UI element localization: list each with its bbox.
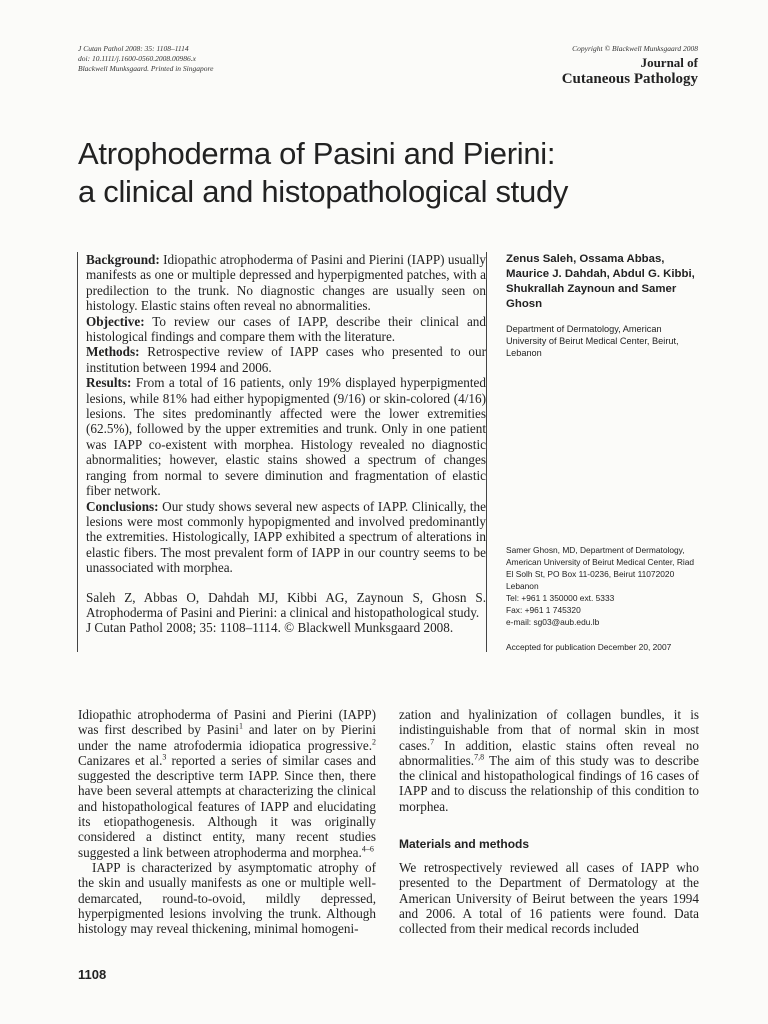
correspondence-line: Samer Ghosn, MD, Department of Dermatology, bbox=[506, 545, 685, 555]
conclusions-label: Conclusions: bbox=[86, 498, 159, 514]
correspondence-email: e-mail: sg03@aub.edu.lb bbox=[506, 617, 600, 627]
journal-name-line2: Cutaneous Pathology bbox=[561, 71, 698, 87]
abstract-citation bbox=[86, 590, 486, 636]
correspondence-line: El Solh St, PO Box 11-0236, Beirut 11072020 bbox=[506, 569, 675, 579]
text-run: reported a series of similar cases and suggested the descriptive term IAPP. Since then, there have been several attempts at characterizing the clinical and histopathological features of IAPP and elucidating its etiopathogenesis. Although it was originally considered a distinct entity, many recent studies suggested a link between atrophoderma and morphea. bbox=[78, 752, 376, 860]
abstract-objective bbox=[86, 314, 486, 345]
background-text: Idiopathic atrophoderma of Pasini and Pierini (IAPP) usually manifests as one or multiple depressed and hyperpigmented patches, with a predilection to the trunk. No diagnostic changes are usually seen on histology. Elastic stains often reveal no abnormalities. bbox=[86, 252, 486, 314]
publisher-line: Blackwell Munksgaard. Printed in Singapore bbox=[78, 64, 214, 73]
accepted-date: Accepted for publication December 20, 2007 bbox=[506, 642, 672, 652]
citation-line: J Cutan Pathol 2008: 35: 1108–1114 bbox=[78, 44, 189, 53]
abstract-conclusions bbox=[86, 499, 486, 576]
text-run: Canizares et al. bbox=[78, 752, 163, 768]
body-paragraph bbox=[78, 707, 376, 860]
body-paragraph: We retrospectively reviewed all cases of IAPP who presented to the Department of Dermatology at the American University of Beirut between the years 1994 and 2006. A total of 16 patients were found. Data collected from their medical records included bbox=[399, 860, 699, 937]
reference-marker: 2 bbox=[372, 737, 376, 747]
doi-line: doi: 10.1111/j.1600-0560.2008.00986.x bbox=[78, 54, 196, 63]
body-column-right bbox=[399, 707, 699, 937]
text-run: zation and hyalinization of collagen bundles, it is indistinguishable from that of normal skin in most cases. bbox=[399, 707, 699, 753]
body-column-left bbox=[78, 707, 376, 936]
citation-journal: J Cutan Pathol 2008; 35: 1108–1114. © Blackwell Munksgaard 2008. bbox=[86, 620, 454, 636]
journal-masthead bbox=[458, 44, 698, 87]
objective-label: Objective: bbox=[86, 313, 145, 329]
journal-name-line1: Journal of bbox=[640, 55, 698, 70]
title-line1: Atrophoderma of Pasini and Pierini: bbox=[78, 136, 556, 171]
author-affiliation: Department of Dermatology, American University of Beirut Medical Center, Beirut, Lebanon bbox=[506, 324, 679, 358]
author-list: Zenus Saleh, Ossama Abbas, Maurice J. Dahdah, Abdul G. Kibbi, Shukrallah Zaynoun and Samer Ghosn bbox=[506, 253, 695, 310]
results-label: Results: bbox=[86, 375, 132, 391]
page-number: 1108 bbox=[78, 967, 107, 982]
correspondence-line: American University of Beirut Medical Center, Riad bbox=[506, 557, 695, 567]
text-run: The aim of this study was to describe the clinical and histopathological findings of 16 cases of IAPP and to discuss the relationship of this condition to morphea. bbox=[399, 752, 699, 814]
reference-marker: 4–6 bbox=[361, 844, 374, 854]
background-label: Background: bbox=[86, 252, 160, 267]
abstract-box bbox=[77, 252, 487, 652]
text-run: Idiopathic atrophoderma of Pasini and Pierini (IAPP) was first described by Pasini bbox=[78, 707, 376, 738]
reference-marker: 3 bbox=[162, 752, 167, 762]
article-metadata bbox=[78, 44, 338, 74]
section-heading: Materials and methods bbox=[399, 837, 530, 852]
objective-text: To review our cases of IAPP, describe their clinical and histological findings and compare them with the literature. bbox=[86, 313, 486, 345]
body-paragraph bbox=[399, 707, 699, 814]
citation-text: Saleh Z, Abbas O, Dahdah MJ, Kibbi AG, Zaynoun S, Ghosn S. Atrophoderma of Pasini and Pierini: a clinical and histopathological study. bbox=[86, 589, 486, 620]
reference-marker: 7,8 bbox=[474, 752, 485, 762]
results-text: From a total of 16 patients, only 19% displayed hyperpigmented lesions, while 81% had either hypopigmented (9/16) or skin-colored (4/16) lesions. The sites predominantly affected were the lower extremities (62.5%), followed by the upper extremities and trunk. Only in one patient was IAPP co-existent with morphea. Histology revealed no diagnostic abnormalities; however, elastic stains showed a spectrum of changes ranging from normal to severe diminution and fragmentation of elastic fiber network. bbox=[86, 375, 486, 499]
reference-marker: 7 bbox=[430, 737, 435, 747]
body-paragraph: IAPP is characterized by asymptomatic atrophy of the skin and usually manifests as one or multiple well-demarcated, round-to-ovoid, mildly depressed, hyperpigmented lesions involving the trunk. Although histology may reveal thickening, minimal homogeni- bbox=[78, 859, 376, 937]
abstract-methods bbox=[86, 344, 486, 375]
title-line2: a clinical and histopathological study bbox=[78, 174, 569, 209]
methods-text: Retrospective review of IAPP cases who presented to our institution between 1994 and 2006. bbox=[86, 344, 486, 375]
text-run: and later on by Pierini under the name atrofodermia idiopatica progressive. bbox=[78, 722, 376, 753]
conclusions-text: Our study shows several new aspects of IAPP. Clinically, the lesions were most commonly hypopigmented and involved predominantly the extremities. Histologically, IAPP exhibited a spectrum of alterations in elastic fibers. The most prevalent form of IAPP in our country seems to be unassociated with morphea. bbox=[86, 498, 486, 576]
copyright-line: Copyright © Blackwell Munksgaard 2008 bbox=[572, 44, 698, 53]
correspondence-block bbox=[506, 544, 706, 628]
article-title bbox=[78, 135, 698, 211]
abstract-background bbox=[86, 252, 486, 314]
text-run: In addition, elastic stains often reveal no abnormalities. bbox=[399, 737, 699, 768]
abstract-results bbox=[86, 375, 486, 498]
correspondence-fax: Fax: +961 1 745320 bbox=[506, 605, 581, 615]
reference-marker: 1 bbox=[238, 721, 243, 731]
correspondence-line: Lebanon bbox=[506, 581, 539, 591]
methods-label: Methods: bbox=[86, 344, 140, 360]
correspondence-phone: Tel: +961 1 350000 ext. 5333 bbox=[506, 593, 615, 603]
